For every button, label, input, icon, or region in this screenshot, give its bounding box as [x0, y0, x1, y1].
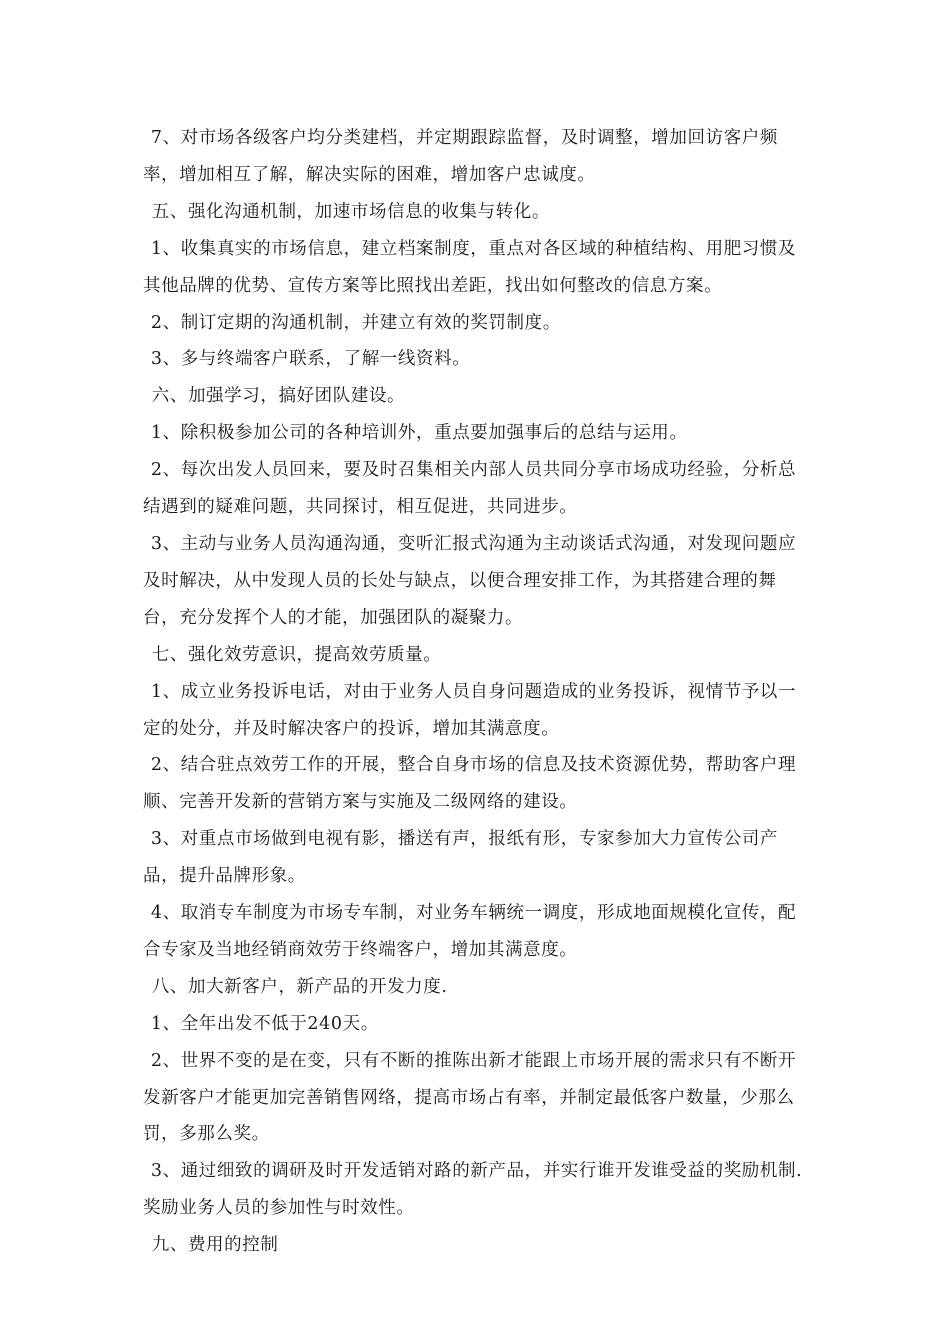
section-heading-9: 九、费用的控制 — [151, 1235, 279, 1256]
paragraph-item-1-travel-days: 1、全年出发不低于240天。 — [150, 1013, 379, 1034]
section-heading-5: 五、强化沟通机制，加速市场信息的收集与转化。 — [151, 201, 550, 222]
paragraph-item-2-field-service: 2、结合驻点效劳工作的开展，整合自身市场的信息及技术资源优势，帮助客户理顺、完善开发新的营销方案与实施及二级网络的建设。 — [143, 755, 797, 813]
paragraph-item-4-vehicle-dispatch: 4、取消专车制度为市场专车制，对业务车辆统一调度，形成地面规模化宣传，配合专家及当地经销商效劳于终端客户，增加其满意度。 — [143, 903, 797, 960]
paragraph-item-3-terminal-contact: 3、多与终端客户联系，了解一线资料。 — [150, 349, 471, 370]
section-heading-7: 七、强化效劳意识，提高效劳质量。 — [151, 644, 442, 665]
paragraph-item-7-customer-archives: 7、对市场各级客户均分类建档，并定期跟踪监督，及时调整，增加回访客户频率，增加相互了解，解决实际的困难，增加客户忠诚度。 — [143, 128, 779, 185]
paragraph-item-1-training: 1、除积极参加公司的各种培训外，重点要加强事后的总结与运用。 — [150, 423, 688, 444]
section-heading-8: 八、加大新客户，新产品的开发力度. — [151, 976, 448, 997]
paragraph-item-1-market-info: 1、收集真实的市场信息，建立档案制度，重点对各区域的种植结构、用肥习惯及其他品牌的优势、宣传方案等比照找出差距，找出如何整改的信息方案。 — [143, 238, 797, 296]
document-body — [143, 120, 808, 1264]
paragraph-item-1-complaint-hotline: 1、成立业务投诉电话，对由于业务人员自身问题造成的业务投诉，视情节予以一定的处分，并及时解决客户的投诉，增加其满意度。 — [143, 681, 797, 739]
paragraph-item-2-new-customers: 2、世界不变的是在变，只有不断的推陈出新才能跟上市场开展的需求只有不断开发新客户才能更加完善销售网络，提高市场占有率，并制定最低客户数量，少那么罚，多那么奖。 — [143, 1050, 797, 1145]
paragraph-item-3-new-products: 3、通过细致的调研及时开发适销对路的新产品，并实行谁开发谁受益的奖励机制.奖励业务人员的参加性与时效性。 — [143, 1161, 803, 1219]
paragraph-item-2-experience-sharing: 2、每次出发人员回来，要及时召集相关内部人员共同分享市场成功经验，分析总结遇到的疑难问题，共同探讨，相互促进，共同进步。 — [143, 460, 797, 518]
section-heading-6: 六、加强学习，搞好团队建设。 — [151, 386, 406, 407]
paragraph-item-2-communication: 2、制订定期的沟通机制，并建立有效的奖罚制度。 — [150, 312, 561, 333]
paragraph-item-3-team-communication: 3、主动与业务人员沟通沟通，变听汇报式沟通为主动谈话式沟通，对发现问题应及时解决，从中发现人员的长处与缺点，以便合理安排工作，为其搭建合理的舞台，充分发挥个人的才能，加强团队的凝聚力。 — [143, 533, 797, 628]
paragraph-item-3-media-promotion: 3、对重点市场做到电视有影，播送有声，报纸有形，专家参加大力宣传公司产品，提升品牌形象。 — [143, 829, 779, 887]
